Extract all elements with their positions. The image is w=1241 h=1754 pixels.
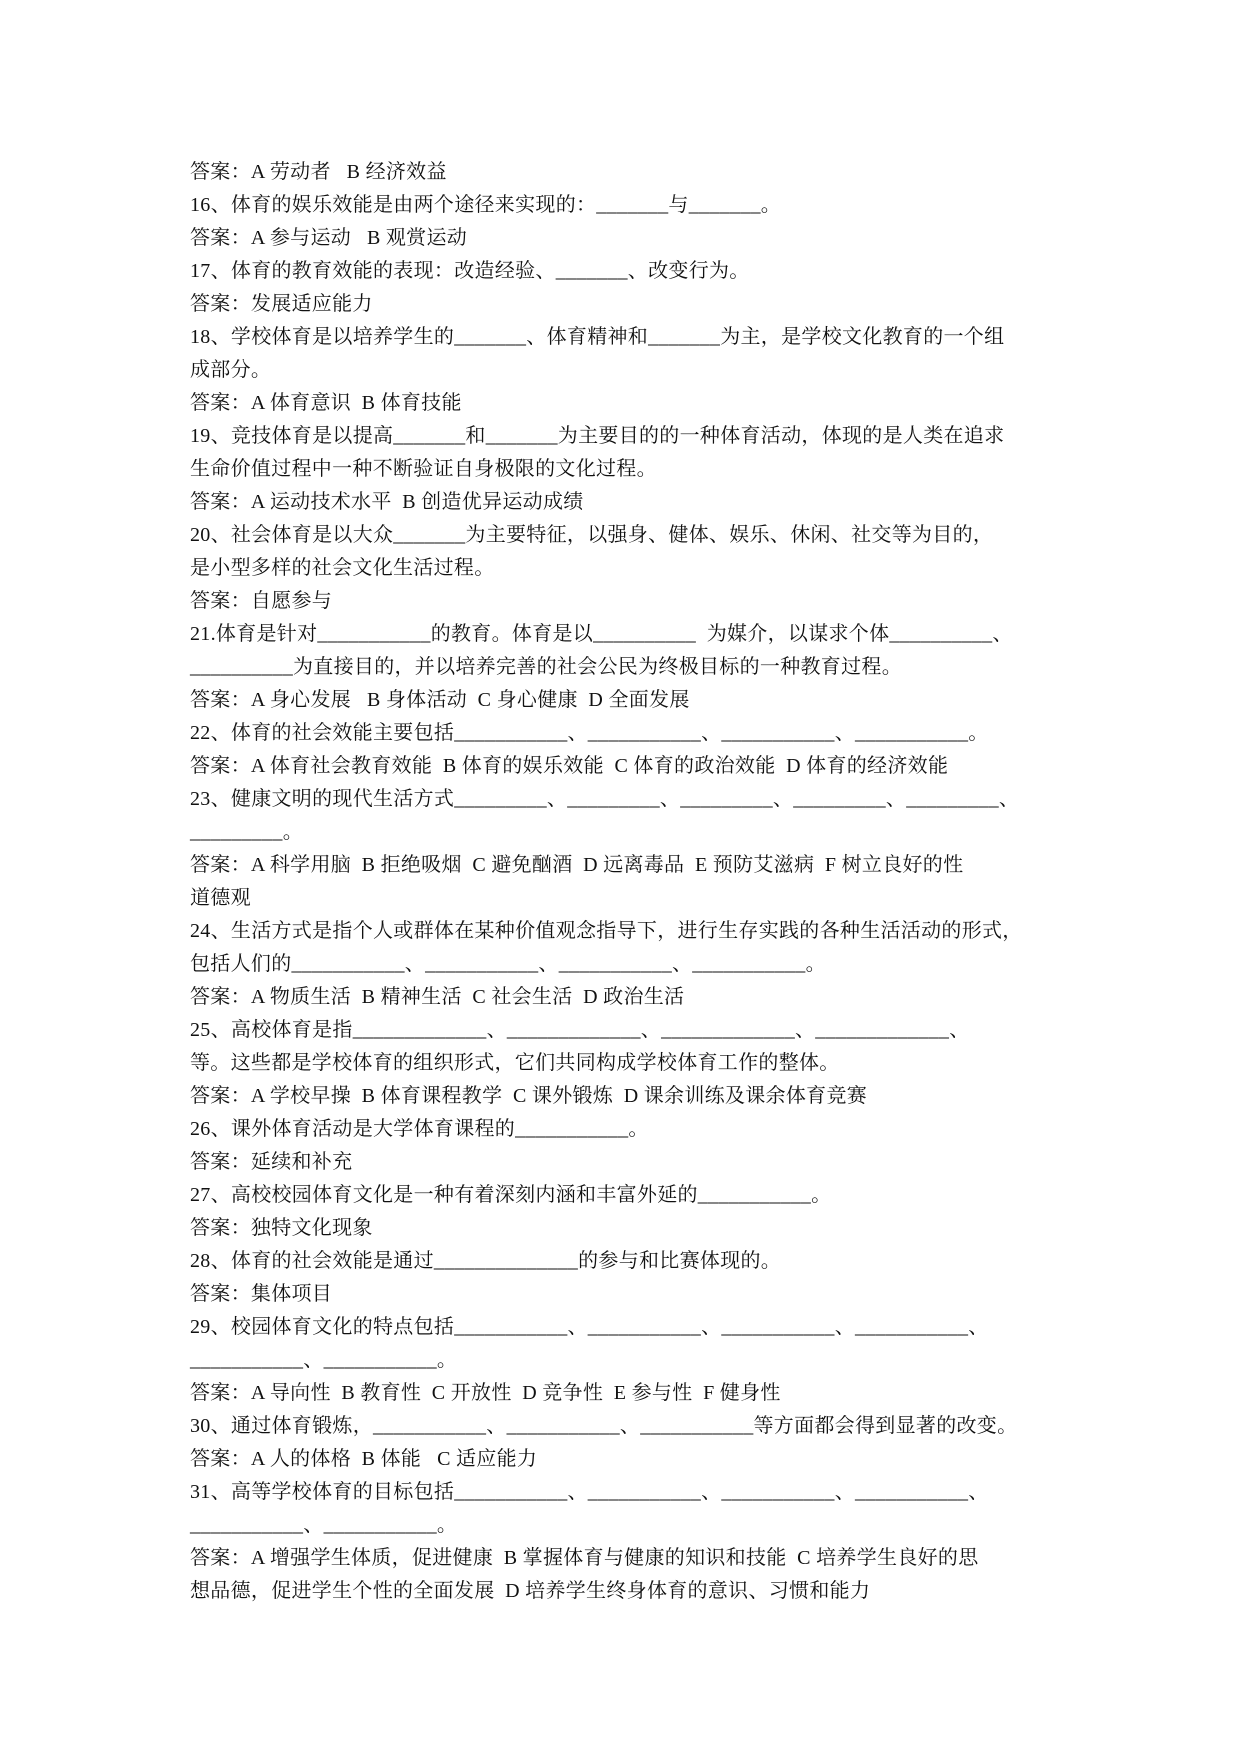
answer-line: 答案：A 参与运动 B 观赏运动 bbox=[190, 227, 468, 249]
question-line: 29、校园体育文化的特点包括___________、___________、___________、___________、 bbox=[190, 1316, 989, 1338]
answer-line: 答案：延续和补充 bbox=[190, 1151, 353, 1173]
answer-line: 答案：A 体育意识 B 体育技能 bbox=[190, 392, 462, 414]
question-line: 19、竞技体育是以提高_______和_______为主要目的的一种体育活动，体现的是人类在追求 bbox=[190, 425, 1005, 447]
answer-line: 答案：A 科学用脑 B 拒绝吸烟 C 避免酗酒 D 远离毒品 E 预防艾滋病 F 树立良好的性 bbox=[190, 854, 964, 876]
question-line: 24、生活方式是指个人或群体在某种价值观念指导下，进行生存实践的各种生活活动的形式， bbox=[190, 920, 1023, 942]
question-line: 30、通过体育锻炼，___________、___________、___________等方面都会得到显著的改变。 bbox=[190, 1415, 1018, 1437]
answer-line: 答案：A 增强学生体质，促进健康 B 掌握体育与健康的知识和技能 C 培养学生良好的思 bbox=[190, 1547, 979, 1569]
question-line: ___________、___________。 bbox=[190, 1514, 458, 1536]
answer-line: 答案：集体项目 bbox=[190, 1283, 333, 1305]
question-line: 等。这些都是学校体育的组织形式，它们共同构成学校体育工作的整体。 bbox=[190, 1052, 840, 1074]
question-line: 25、高校体育是指_____________、_____________、_____________、_____________、 bbox=[190, 1019, 970, 1041]
question-line: ___________、___________。 bbox=[190, 1349, 458, 1371]
question-line: 21.体育是针对___________的教育。体育是以__________ 为媒介，以谋求个体__________、 bbox=[190, 623, 1013, 645]
question-line: 16、体育的娱乐效能是由两个途径来实现的：_______与_______。 bbox=[190, 194, 782, 216]
answer-line: 答案：A 物质生活 B 精神生活 C 社会生活 D 政治生活 bbox=[190, 986, 685, 1008]
question-line: 28、体育的社会效能是通过______________的参与和比赛体现的。 bbox=[190, 1250, 782, 1272]
question-line: 27、高校校园体育文化是一种有着深刻内涵和丰富外延的___________。 bbox=[190, 1184, 832, 1206]
question-line: 想品德，促进学生个性的全面发展 D 培养学生终身体育的意识、习惯和能力 bbox=[190, 1580, 871, 1602]
answer-line: 答案：独特文化现象 bbox=[190, 1217, 373, 1239]
answer-line: 答案：A 运动技术水平 B 创造优异运动成绩 bbox=[190, 491, 584, 513]
question-line: 31、高等学校体育的目标包括___________、___________、___________、___________、 bbox=[190, 1481, 989, 1503]
answer-line: 答案：A 人的体格 B 体能 C 适应能力 bbox=[190, 1448, 538, 1470]
question-line: __________为直接目的，并以培养完善的社会公民为终极目标的一种教育过程。 bbox=[190, 656, 902, 678]
question-line: 成部分。 bbox=[190, 359, 272, 381]
document-page bbox=[190, 156, 1080, 1608]
answer-line: 答案：A 劳动者 B 经济效益 bbox=[190, 161, 447, 183]
answer-line: 答案：A 导向性 B 教育性 C 开放性 D 竞争性 E 参与性 F 健身性 bbox=[190, 1382, 781, 1404]
question-line: 20、社会体育是以大众_______为主要特征，以强身、健体、娱乐、休闲、社交等为目的， bbox=[190, 524, 994, 546]
answer-line: 答案：A 体育社会教育效能 B 体育的娱乐效能 C 体育的政治效能 D 体育的经济效能 bbox=[190, 755, 949, 777]
answer-line: 答案：自愿参与 bbox=[190, 590, 333, 612]
question-line: 包括人们的___________、___________、___________、___________。 bbox=[190, 953, 826, 975]
question-line: 道德观 bbox=[190, 887, 251, 909]
question-line: 17、体育的教育效能的表现：改造经验、_______、改变行为。 bbox=[190, 260, 750, 282]
answer-line: 答案：A 身心发展 B 身体活动 C 身心健康 D 全面发展 bbox=[190, 689, 690, 711]
answer-line: 答案：发展适应能力 bbox=[190, 293, 373, 315]
question-line: 26、课外体育活动是大学体育课程的___________。 bbox=[190, 1118, 649, 1140]
question-line: 是小型多样的社会文化生活过程。 bbox=[190, 557, 495, 579]
question-line: 22、体育的社会效能主要包括___________、___________、___________、___________。 bbox=[190, 722, 989, 744]
question-line: 23、健康文明的现代生活方式_________、_________、_________、_________、_________、 bbox=[190, 788, 1020, 810]
question-line: 生命价值过程中一种不断验证自身极限的文化过程。 bbox=[190, 458, 657, 480]
question-line: 18、学校体育是以培养学生的_______、体育精神和_______为主，是学校文化教育的一个组 bbox=[190, 326, 1005, 348]
question-line: _________。 bbox=[190, 821, 303, 843]
answer-line: 答案：A 学校早操 B 体育课程教学 C 课外锻炼 D 课余训练及课余体育竞赛 bbox=[190, 1085, 868, 1107]
